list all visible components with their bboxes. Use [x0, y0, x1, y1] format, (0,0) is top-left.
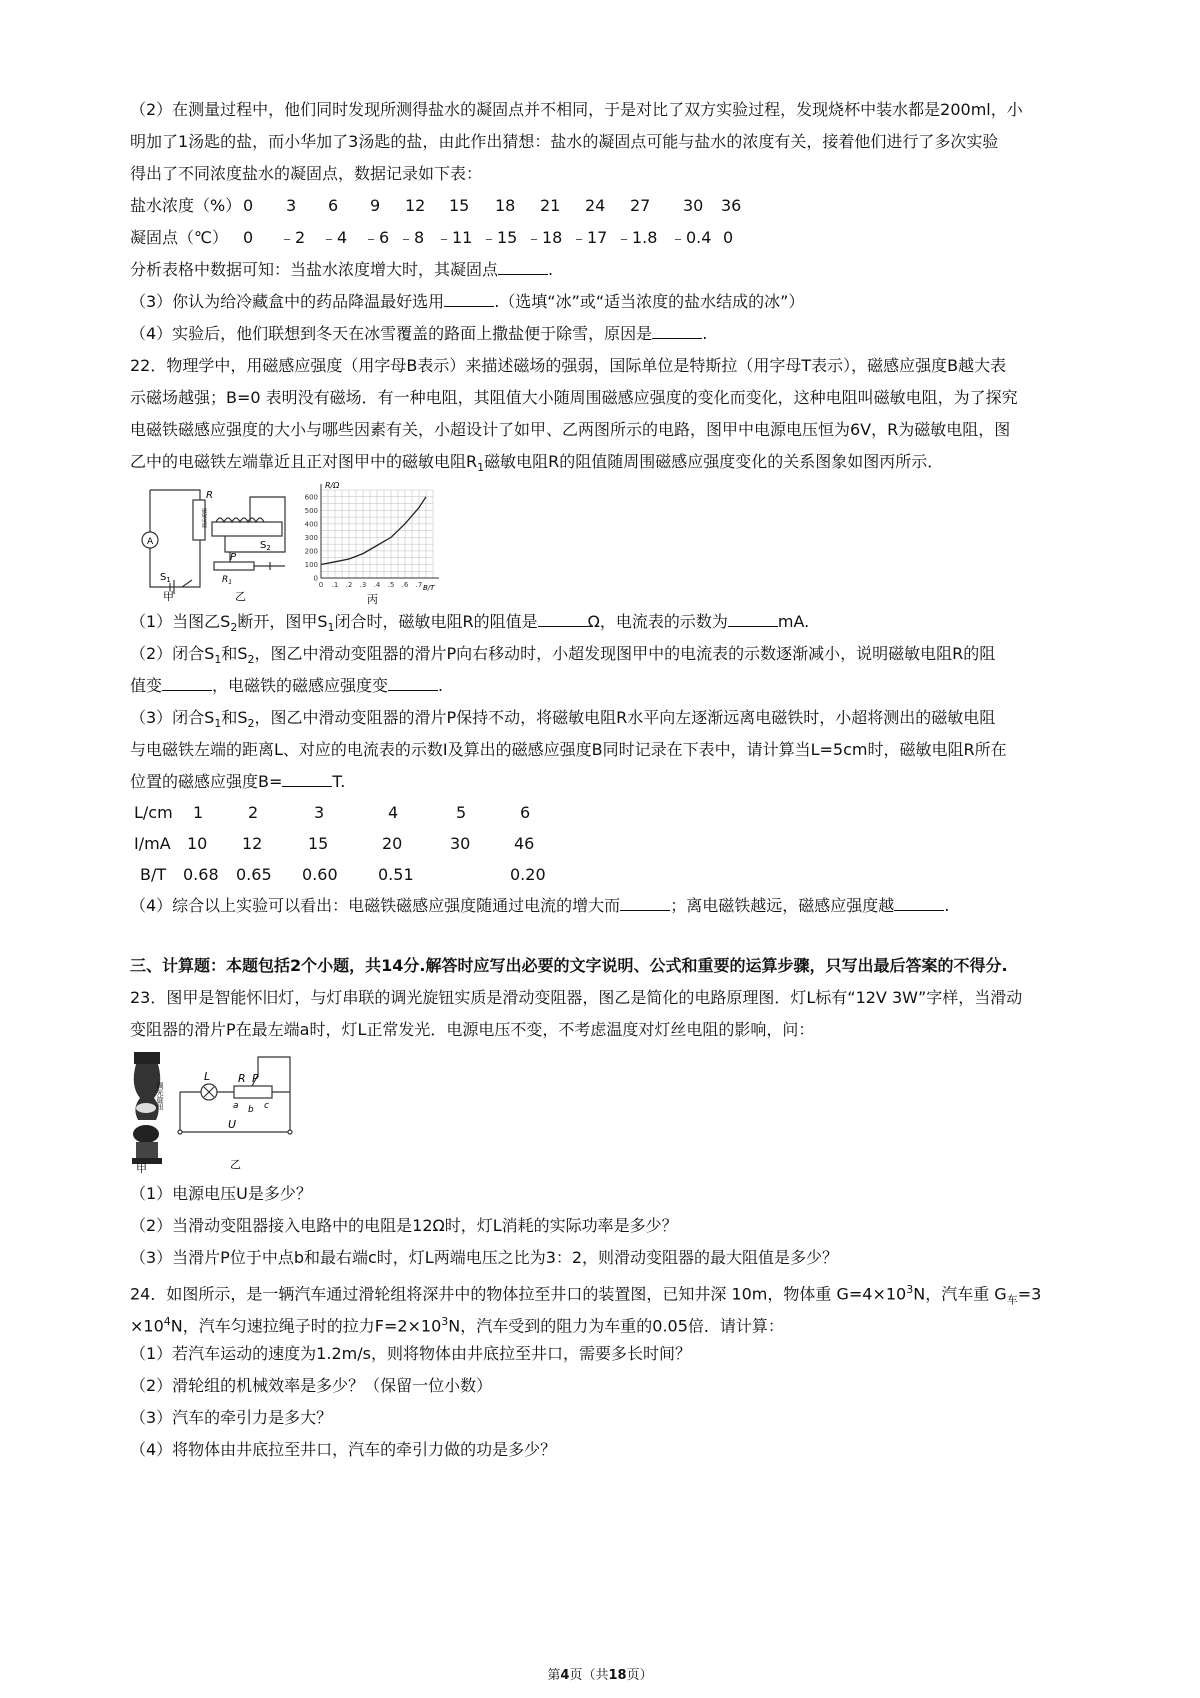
label-bing: 丙 [367, 593, 378, 606]
x-tick-label: .4 [373, 581, 381, 589]
answer-blank[interactable] [894, 896, 944, 911]
q24-line2: $\times 10^4N$，汽车匀速拉绳子时的拉力$F=2\times 10^3N$，汽车受到的阻力为车重的0.05倍．请计算： [130, 1315, 784, 1336]
point-c-label: c [264, 1101, 269, 1111]
q22-p2: （2）闭合$S_1$和$S_2$，图乙中滑动变阻器的滑片P向右移动时，小超发现图甲中的电流表的示数逐渐减小，说明磁敏电阻R的阻 [130, 644, 996, 667]
y-tick-label: 300 [304, 533, 318, 542]
point-a-label: a [233, 1101, 239, 1111]
q23-q3: （3）当滑片P位于中点b和最右端c时，灯L两端电压之比为3：2，则滑动变阻器的最大阻值是多少？ [130, 1248, 839, 1267]
table-cell: 3 [314, 803, 325, 822]
q21-cell: 3 [286, 196, 297, 215]
answer-blank[interactable] [162, 676, 212, 691]
s1-label: $S_1$ [160, 572, 171, 584]
lamp-photo [132, 1052, 164, 1164]
table-cell: 10 [187, 834, 208, 853]
q21-p2-line3: 得出了不同浓度盐水的凝固点，数据记录如下表： [130, 164, 483, 183]
q22-p1: （1）当图乙$S_2$断开，图甲$S_1$闭合时，磁敏电阻R的阻值是 Ω，电流表的示数为 mA. [130, 612, 810, 635]
q22-intro-line4: 乙中的电磁铁左端靠近且正对图甲中的磁敏电阻$R_1$磁敏电阻R的阻值随周围磁感应强度变化的关系图象如图丙所示． [130, 452, 944, 475]
q22-intro-line1: 22．物理学中，用磁感应强度（用字母B表示）来描述磁场的强弱，国际单位是特斯拉（用字母T表示），磁感应强度B越大表 [130, 356, 1007, 375]
label-yi: 乙 [230, 1158, 241, 1171]
graph-xlabel: B/T [423, 584, 435, 592]
q21-cell: 0 [723, 228, 734, 247]
x-tick-label: .3 [359, 581, 367, 589]
q22-p3: （3）闭合$S_1$和$S_2$，图乙中滑动变阻器的滑片P保持不动，将磁敏电阻R水平向左逐渐远离电磁铁时，小超将测出的磁敏电阻 [130, 708, 996, 731]
q21-cell: 0 [243, 228, 254, 247]
answer-blank[interactable] [388, 676, 438, 691]
q21-cell: 21 [540, 196, 561, 215]
table-cell: 0.65 [236, 865, 272, 884]
q22-intro-line2: 示磁场越强；B=0 表明没有磁场．有一种电阻，其阻值大小随周围磁感应强度的变化而变化，这种电阻叫磁敏电阻，为了探究 [130, 388, 1018, 407]
q21-cell: ﹣18 [526, 228, 563, 247]
x-tick-label: .1 [331, 581, 339, 589]
q24-q3: （3）汽车的牵引力是多大？ [130, 1408, 333, 1427]
section-3-heading: 三、计算题：本题包括2个小题，共14分.解答时应写出必要的文字说明、公式和重要的运算步骤，只写出最后答案的不得分. [130, 956, 1008, 975]
y-tick-label: 500 [304, 506, 318, 515]
answer-blank[interactable] [498, 260, 548, 275]
q24-line1: 24．如图所示，是一辆汽车通过滑轮组将深井中的物体拉至井口的装置图，已知井深 10m，物体重 $G=4\times 10^3N$，汽车重 $G_车=3$ [130, 1283, 1042, 1307]
q23-q1: （1）电源电压U是多少？ [130, 1184, 312, 1203]
q21-cell: 27 [630, 196, 651, 215]
page-footer: 第4页（共18页） [547, 1668, 653, 1683]
x-tick-label: .5 [387, 581, 395, 589]
answer-blank[interactable] [620, 896, 670, 911]
point-b-label: b [248, 1105, 254, 1115]
q21-cell: 30 [683, 196, 704, 215]
y-tick-label: 600 [304, 493, 318, 502]
q21-cell: ﹣15 [481, 228, 518, 247]
q21-cell: 18 [495, 196, 516, 215]
p-label: P [230, 552, 237, 563]
table-cell: 0.20 [510, 865, 546, 884]
answer-blank[interactable] [282, 772, 332, 787]
table-cell: 4 [388, 803, 399, 822]
q21-cell: ﹣6 [363, 228, 390, 247]
rheostat-r-label: R [238, 1072, 246, 1085]
table-cell: 46 [514, 834, 535, 853]
slider-p-label: P [252, 1072, 259, 1085]
answer-blank[interactable] [728, 612, 778, 627]
q22-p3-line3: 位置的磁感应强度B= T. [130, 772, 346, 791]
q23-line1: 23．图甲是智能怀旧灯，与灯串联的调光旋钮实质是滑动变阻器，图乙是简化的电路原理图．灯L标有“12V 3W”字样，当滑动 [130, 988, 1023, 1007]
r1-label: $R_1$ [222, 575, 233, 586]
q21-cell: 15 [449, 196, 470, 215]
label-jia: 甲 [136, 1162, 147, 1174]
q21-cell: 12 [405, 196, 426, 215]
row-label: B/T [140, 865, 167, 884]
y-tick-label: 100 [304, 560, 318, 569]
q21-cell: ﹣2 [279, 228, 306, 247]
table-cell: 5 [456, 803, 467, 822]
q22-p3-line2: 与电磁铁左端的距离L、对应的电流表的示数I及算出的磁感应强度B同时记录在下表中，请计算当L=5cm时，磁敏电阻R所在 [130, 740, 1007, 759]
label-yi: 乙 [235, 590, 246, 602]
label-jia: 甲 [163, 590, 174, 602]
q21-analysis: 分析表格中数据可知：当盐水浓度增大时，其凝固点 . [130, 260, 554, 279]
q23-q2: （2）当滑动变阻器接入电路中的电阻是12Ω时，灯L消耗的实际功率是多少？ [130, 1216, 678, 1235]
table-cell: 20 [382, 834, 403, 853]
table-cell: 0.68 [183, 865, 219, 884]
q24-q4: （4）将物体由井底拉至井口，汽车的牵引力做的功是多少？ [130, 1440, 557, 1459]
q21-row2-label: 凝固点（℃） [130, 228, 228, 247]
q21-cell: 36 [721, 196, 742, 215]
q21-cell: 24 [585, 196, 606, 215]
q21-row1-label: 盐水浓度（%） [130, 196, 242, 215]
row-label: L/cm [134, 803, 173, 822]
x-tick-label: .2 [345, 581, 353, 589]
q24-q2: （2）滑轮组的机械效率是多少？（保留一位小数） [130, 1376, 493, 1395]
table-cell: 0.51 [378, 865, 414, 884]
r-label: R [206, 490, 213, 501]
table-cell: 12 [242, 834, 263, 853]
y-tick-label: 400 [304, 520, 318, 529]
q22-intro-line3: 电磁铁磁感应强度的大小与哪些因素有关，小超设计了如甲、乙两图所示的电路，图甲中电源电压恒为6V，R为磁敏电阻，图 [130, 420, 1011, 439]
axes [321, 484, 439, 578]
q21-cell: ﹣0.4 [670, 228, 712, 247]
q21-cell: ﹣1.8 [616, 228, 658, 247]
q22-circuit-figure [130, 482, 290, 602]
knob-text: 调光旋钮 [156, 1082, 164, 1110]
q21-p2-line1: （2）在测量过程中，他们同时发现所测得盐水的凝固点并不相同，于是对比了双方实验过程，发现烧杯中装水都是200ml，小 [130, 100, 1023, 119]
answer-blank[interactable] [444, 292, 494, 307]
x-tick-label: 0 [318, 581, 324, 589]
table-cell: 30 [450, 834, 471, 853]
q21-cell: ﹣11 [436, 228, 473, 247]
table-cell: 0.60 [302, 865, 338, 884]
table-cell: 2 [248, 803, 259, 822]
q24-q1: （1）若汽车运动的速度为1.2m/s，则将物体由井底拉至井口，需要多长时间？ [130, 1344, 691, 1363]
q22-graph-bing [295, 478, 445, 606]
ammeter-label: A [147, 537, 154, 547]
row-label: I/mA [134, 834, 171, 853]
s2-label: $S_2$ [260, 540, 271, 552]
table-cell: 15 [308, 834, 329, 853]
q21-cell: 9 [370, 196, 381, 215]
answer-blank[interactable] [652, 324, 702, 339]
answer-blank[interactable] [538, 612, 588, 627]
q22-p4: （4）综合以上实验可以看出：电磁铁磁感应强度随通过电流的增大而 ；离电磁铁越远，磁感应强度越 . [130, 896, 950, 915]
q21-p3: （3）你认为给冷藏盒中的药品降温最好选用 .（选填“冰”或“适当浓度的盐水结成的冰”） [130, 292, 805, 311]
q21-cell: 6 [328, 196, 339, 215]
q21-p4: （4）实验后，他们联想到冬天在冰雪覆盖的路面上撒盐便于除雪，原因是 . [130, 324, 708, 343]
q23-figure [130, 1052, 330, 1174]
y-tick-label: 200 [304, 547, 318, 556]
coil-label: 磁敏电阻 [201, 508, 207, 528]
graph-ylabel: R/Ω [325, 481, 340, 490]
q22-p2-line2: 值变 ，电磁铁的磁感应强度变 . [130, 676, 444, 695]
q21-cell: ﹣4 [321, 228, 348, 247]
q21-p2-line2: 明加了1汤匙的盐，而小华加了3汤匙的盐，由此作出猜想：盐水的凝固点可能与盐水的浓度有关，接着他们进行了多次实验 [130, 132, 999, 151]
voltage-u-label: U [228, 1118, 237, 1131]
q23-line2: 变阻器的滑片P在最左端a时，灯L正常发光．电源电压不变，不考虑温度对灯丝电阻的影响，问： [130, 1020, 815, 1039]
q21-cell: ﹣8 [398, 228, 425, 247]
lamp-l-label: L [204, 1070, 211, 1083]
x-tick-label: .7 [415, 581, 423, 589]
x-tick-label: .6 [401, 581, 409, 589]
table-cell: 1 [193, 803, 204, 822]
y-tick-label: 0 [313, 574, 318, 583]
table-cell: 6 [520, 803, 531, 822]
q21-cell: ﹣17 [571, 228, 608, 247]
q21-cell: 0 [243, 196, 254, 215]
